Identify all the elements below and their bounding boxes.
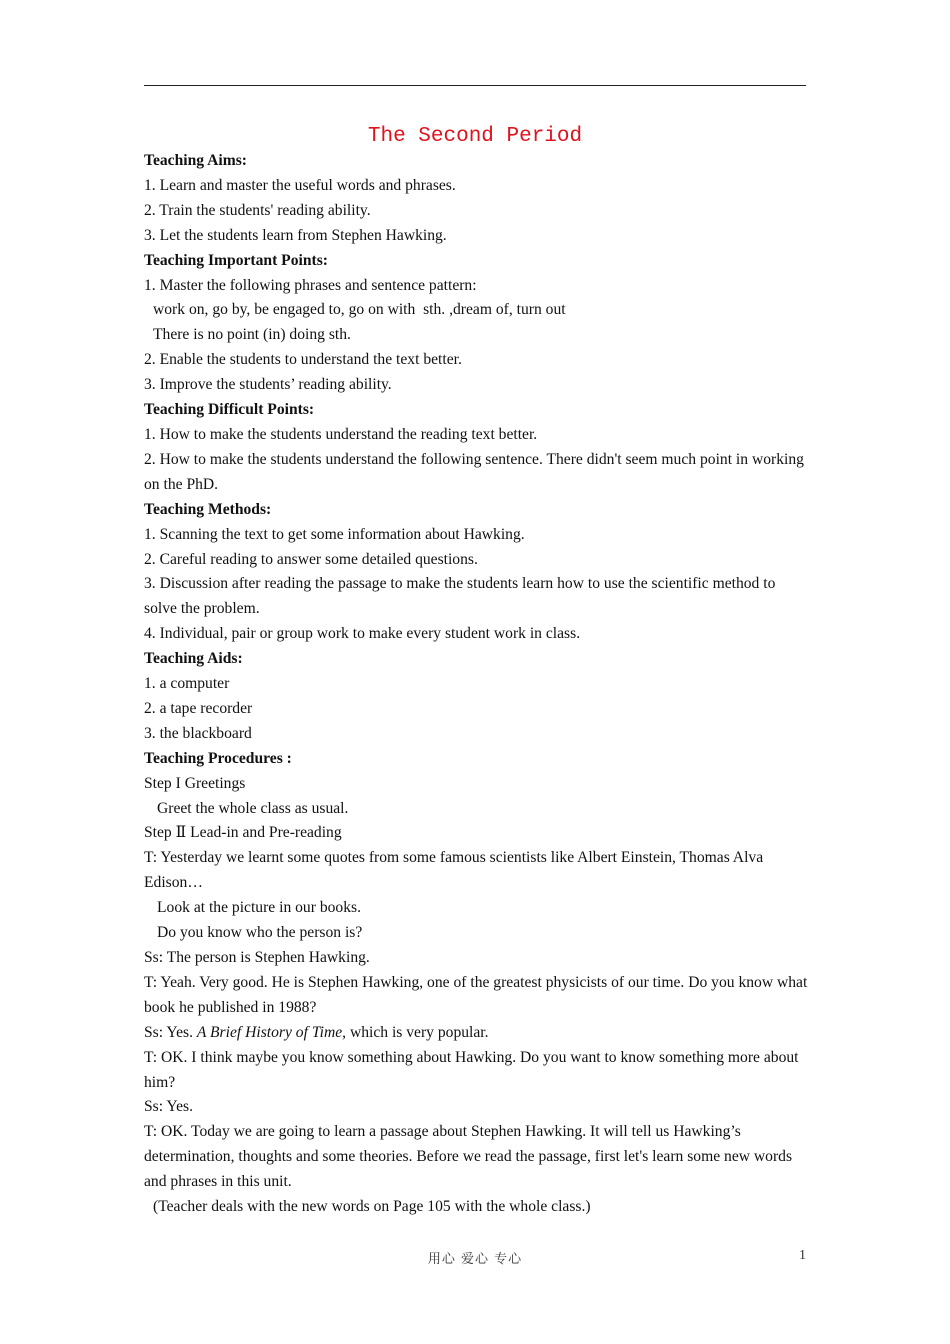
teacher-line-1b: Look at the picture in our books. bbox=[157, 899, 361, 917]
teacher-line-2: T: Yeah. Very good. He is Stephen Hawking, one of the greatest physicists of our time. Do you know what book he published in 1988? bbox=[144, 973, 808, 1016]
methods-item-4: 4. Individual, pair or group work to make every student work in class. bbox=[144, 625, 581, 643]
document-body bbox=[144, 149, 808, 1220]
methods-item-1: 1. Scanning the text to get some information about Hawking. bbox=[144, 525, 525, 543]
teacher-line-1: T: Yesterday we learnt some quotes from some famous scientists like Albert Einstein, Thomas Alva Edison… bbox=[144, 849, 764, 892]
teaching-aims-heading: Teaching Aims: bbox=[144, 152, 247, 169]
step-1-text: Greet the whole class as usual. bbox=[157, 799, 349, 817]
teacher-line-4: T: OK. Today we are going to learn a passage about Stephen Hawking. It will tell us Hawking’s determination, thoughts and some theories. Before we read the passage, first let's learn some new words and phrases in this unit. bbox=[144, 1123, 793, 1191]
page-title: The Second Period bbox=[367, 125, 583, 148]
header-rule bbox=[144, 85, 806, 86]
important-pattern: There is no point (in) doing sth. bbox=[153, 326, 351, 344]
teacher-line-3: T: OK. I think maybe you know something about Hawking. Do you want to know something more about him? bbox=[144, 1048, 799, 1091]
step-1-title: Step I Greetings bbox=[144, 774, 246, 792]
students-line-1: Ss: The person is Stephen Hawking. bbox=[144, 949, 370, 966]
aims-item-2: 2. Train the students' reading ability. bbox=[144, 201, 371, 219]
aids-item-2: 2. a tape recorder bbox=[144, 699, 253, 717]
important-item-1: 1. Master the following phrases and sentence pattern: bbox=[144, 276, 477, 294]
students-line-2 bbox=[144, 1021, 808, 1046]
aids-item-3: 3. the blackboard bbox=[144, 724, 252, 742]
difficult-points-heading: Teaching Difficult Points: bbox=[144, 401, 315, 419]
students-line-2-suffix: , which is very popular. bbox=[342, 1023, 489, 1041]
important-item-2: 2. Enable the students to understand the text better. bbox=[144, 351, 462, 369]
important-phrases: work on, go by, be engaged to, go on with sth. ,dream of, turn out bbox=[153, 301, 566, 319]
page-number: 1 bbox=[799, 1248, 806, 1263]
procedures-heading: Teaching Procedures : bbox=[144, 749, 292, 767]
important-points-heading: Teaching Important Points: bbox=[144, 251, 328, 269]
students-line-3: Ss: Yes. bbox=[144, 1098, 193, 1116]
step-2-title: Step Ⅱ Lead-in and Pre-reading bbox=[144, 824, 342, 842]
aims-item-1: 1. Learn and master the useful words and phrases. bbox=[144, 176, 456, 194]
methods-item-2: 2. Careful reading to answer some detailed questions. bbox=[144, 550, 478, 568]
aims-item-3: 3. Let the students learn from Stephen Hawking. bbox=[144, 226, 447, 244]
difficult-item-2: 2. How to make the students understand the following sentence. There didn't seem much point in working on the PhD. bbox=[144, 450, 804, 493]
aids-heading: Teaching Aids: bbox=[144, 650, 243, 668]
methods-heading: Teaching Methods: bbox=[144, 500, 272, 518]
difficult-item-1: 1. How to make the students understand the reading text better. bbox=[144, 425, 538, 443]
teacher-line-1c: Do you know who the person is? bbox=[157, 924, 363, 942]
methods-item-3: 3. Discussion after reading the passage to make the students learn how to use the scientific method to solve the problem. bbox=[144, 575, 776, 618]
book-title: A Brief History of Time bbox=[196, 1023, 343, 1041]
footer-motto: 用心 爱心 专心 bbox=[427, 1252, 523, 1267]
students-line-2-prefix: Ss: Yes. bbox=[144, 1023, 197, 1041]
aids-item-1: 1. a computer bbox=[144, 675, 230, 693]
important-item-3: 3. Improve the students’ reading ability. bbox=[144, 376, 392, 394]
teacher-note: (Teacher deals with the new words on Page 105 with the whole class.) bbox=[153, 1198, 591, 1216]
